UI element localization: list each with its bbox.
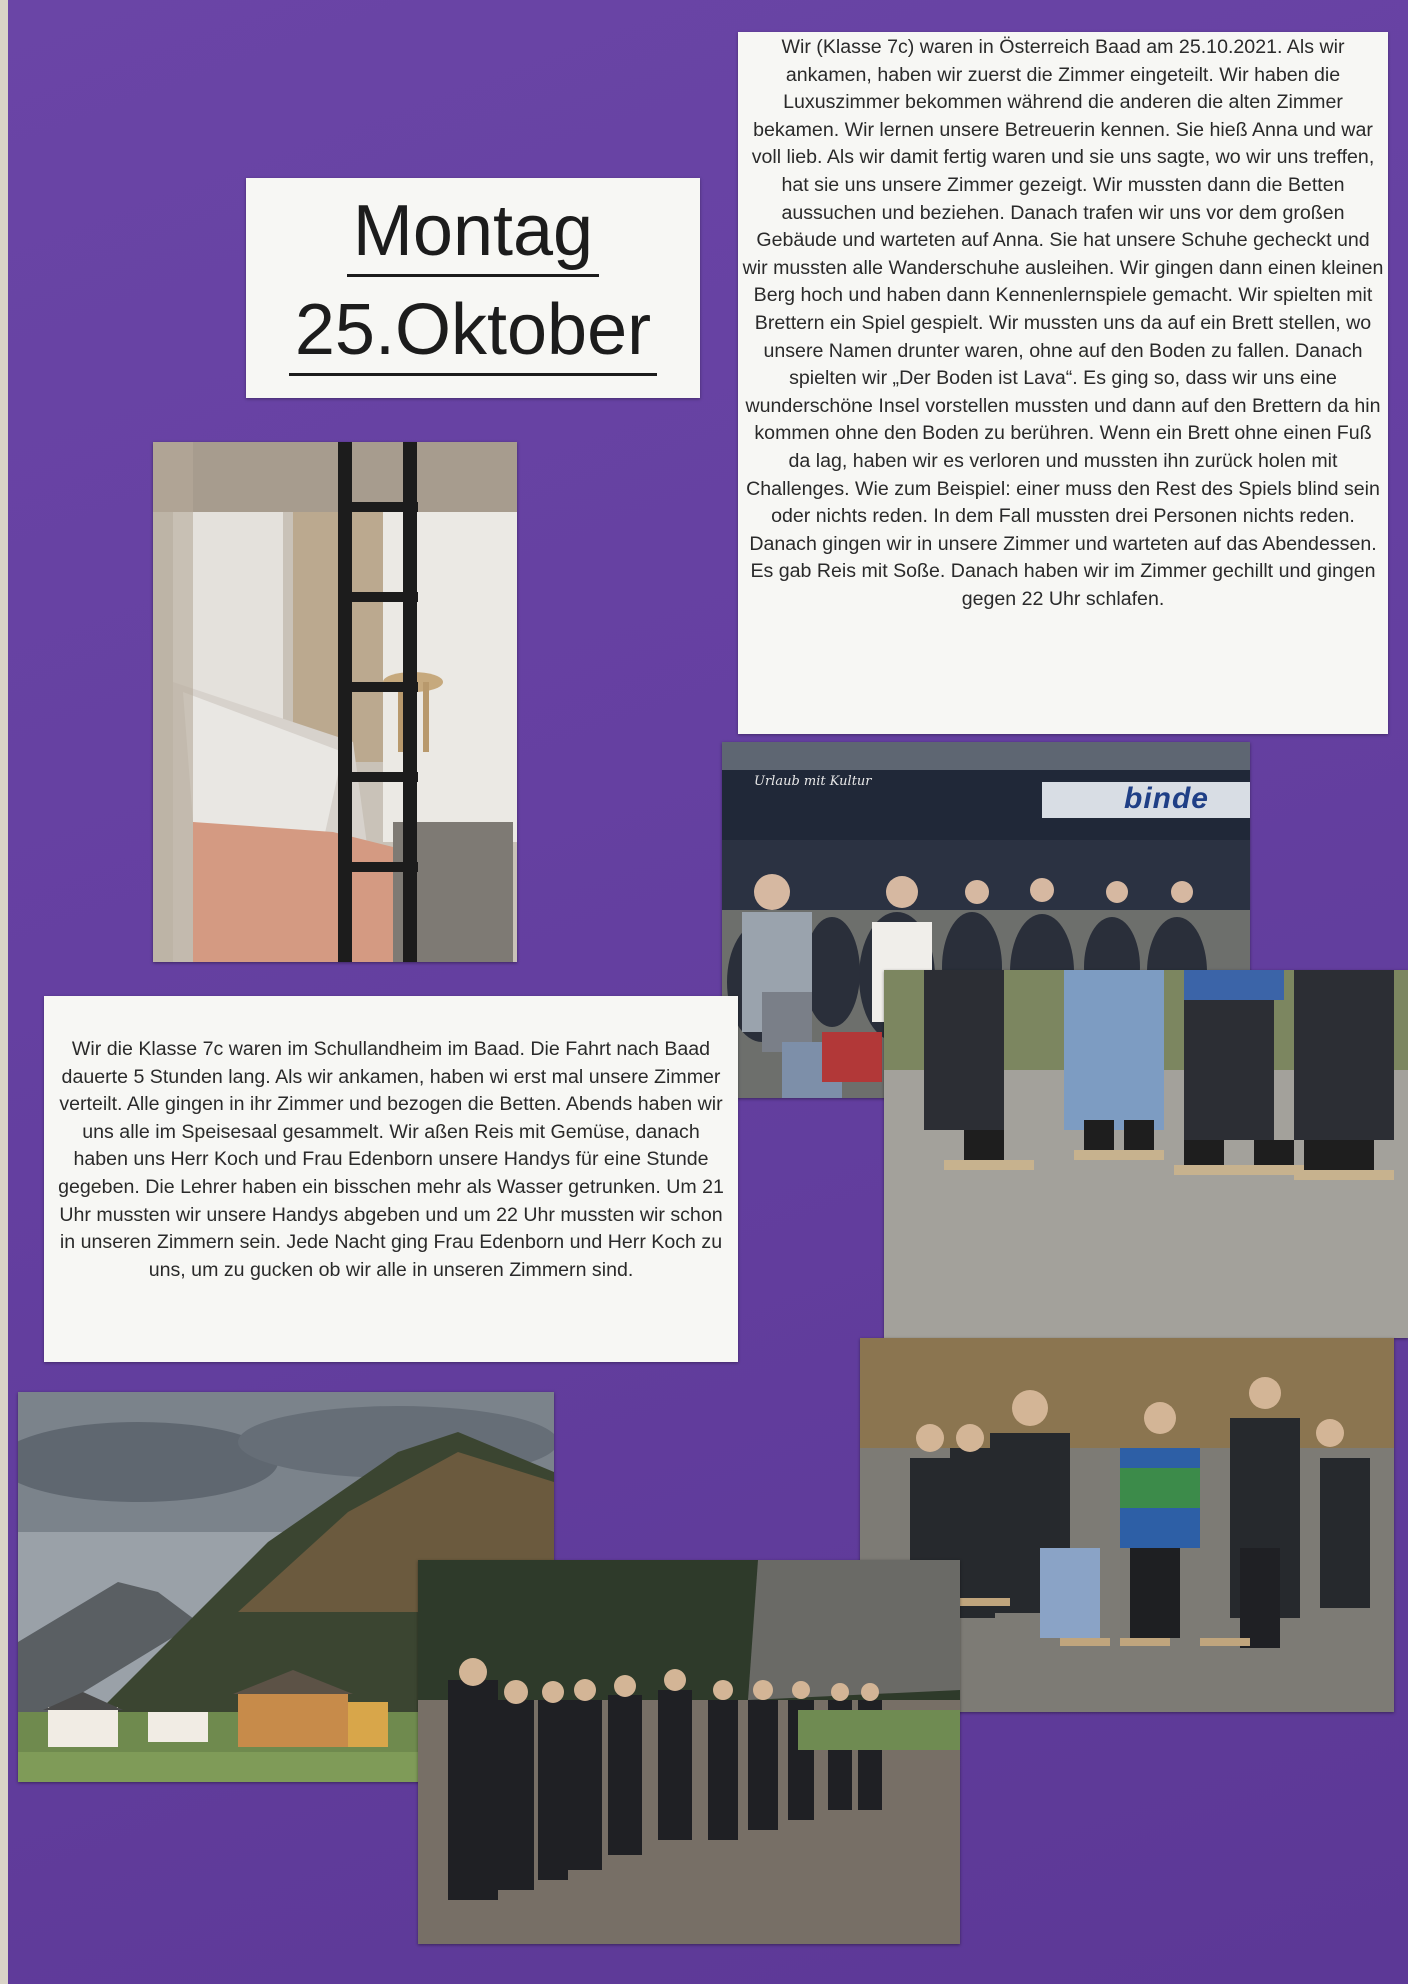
photo-group-on-boards — [418, 1560, 960, 1944]
report-text-top: Wir (Klasse 7c) waren in Österreich Baad am 25.10.2021. Als wir ankamen, haben wir zuerst die Zimmer eingeteilt. Wir haben die Luxuszimmer bekommen während die anderen die alten Zimmer bekamen. Wir lernen unsere Betreuerin kennen. Sie hieß Anna und war voll lieb. Als wir damit fertig waren und sie uns sagte, wo wir uns treffen, hat sie uns unsere Zimmer gezeigt. Wir mussten dann die Betten aussuchen und beziehen. Danach trafen wir uns vor dem großen Gebäude und warteten auf Anna. Sie hat unsere Schuhe gecheckt und wir mussten alle Wanderschuhe ausleihen. Wir gingen dann einen kleinen Berg hoch und haben dann Kennenlernspiele gemacht. Wir spielten mit Brettern ein Spiel gespielt. Wir mussten uns da auf ein Brett stellen, wo unsere Namen drunter waren, ohne auf den Boden zu fallen. Danach spielten wir „Der Boden ist Lava“. Es ging so, dass wir uns eine wunderschöne Insel vorstellen mussten und dann auf den Brettern da hin kommen ohne den Boden zu berühren. Wenn ein Brett ohne einen Fuß da lag, haben wir es verloren und mussten ihn zurück holen mit Challenges. Wie zum Beispiel: einer muss den Rest des Spiels blind sein oder nichts reden. In dem Fall mussten drei Personen nichts reden. Danach gingen wir in unsere Zimmer und warteten auf das Abendessen. Es gab Reis mit Soße. Danach haben wir im Zimmer gechillt und gingen gegen 22 Uhr schlafen. — [738, 32, 1388, 734]
bus-sign-right: binde — [1124, 782, 1209, 815]
bus-sign-left: Urlaub mit Kultur — [754, 774, 872, 789]
photo-feet-on-boards — [884, 970, 1408, 1338]
report-text-left: Wir die Klasse 7c waren im Schullandheim im Baad. Die Fahrt nach Baad dauerte 5 Stunden lang. Als wir ankamen, haben wi erst mal unsere Zimmer verteilt. Alle gingen in ihr Zimmer und bezogen die Betten. Abends haben wir uns alle im Speisesaal gesammelt. Wir aßen Reis mit Gemüse, danach haben uns Herr Koch und Frau Edenborn unsere Handys für eine Stunde gegeben. Die Lehrer haben ein bisschen mehr als Wasser getrunken. Um 21 Uhr mussten wir unsere Handys abgeben und um 22 Uhr mussten wir schon in unseren Zimmern sein. Jede Nacht ging Frau Edenborn und Herr Koch zu uns, um zu gucken ob wir alle in unseren Zimmern sind. — [44, 996, 738, 1362]
title-card — [246, 178, 700, 398]
title-day: Montag — [347, 188, 599, 277]
photo-bunk-bed-room — [153, 442, 517, 962]
title-date: 25.Oktober — [289, 287, 657, 376]
